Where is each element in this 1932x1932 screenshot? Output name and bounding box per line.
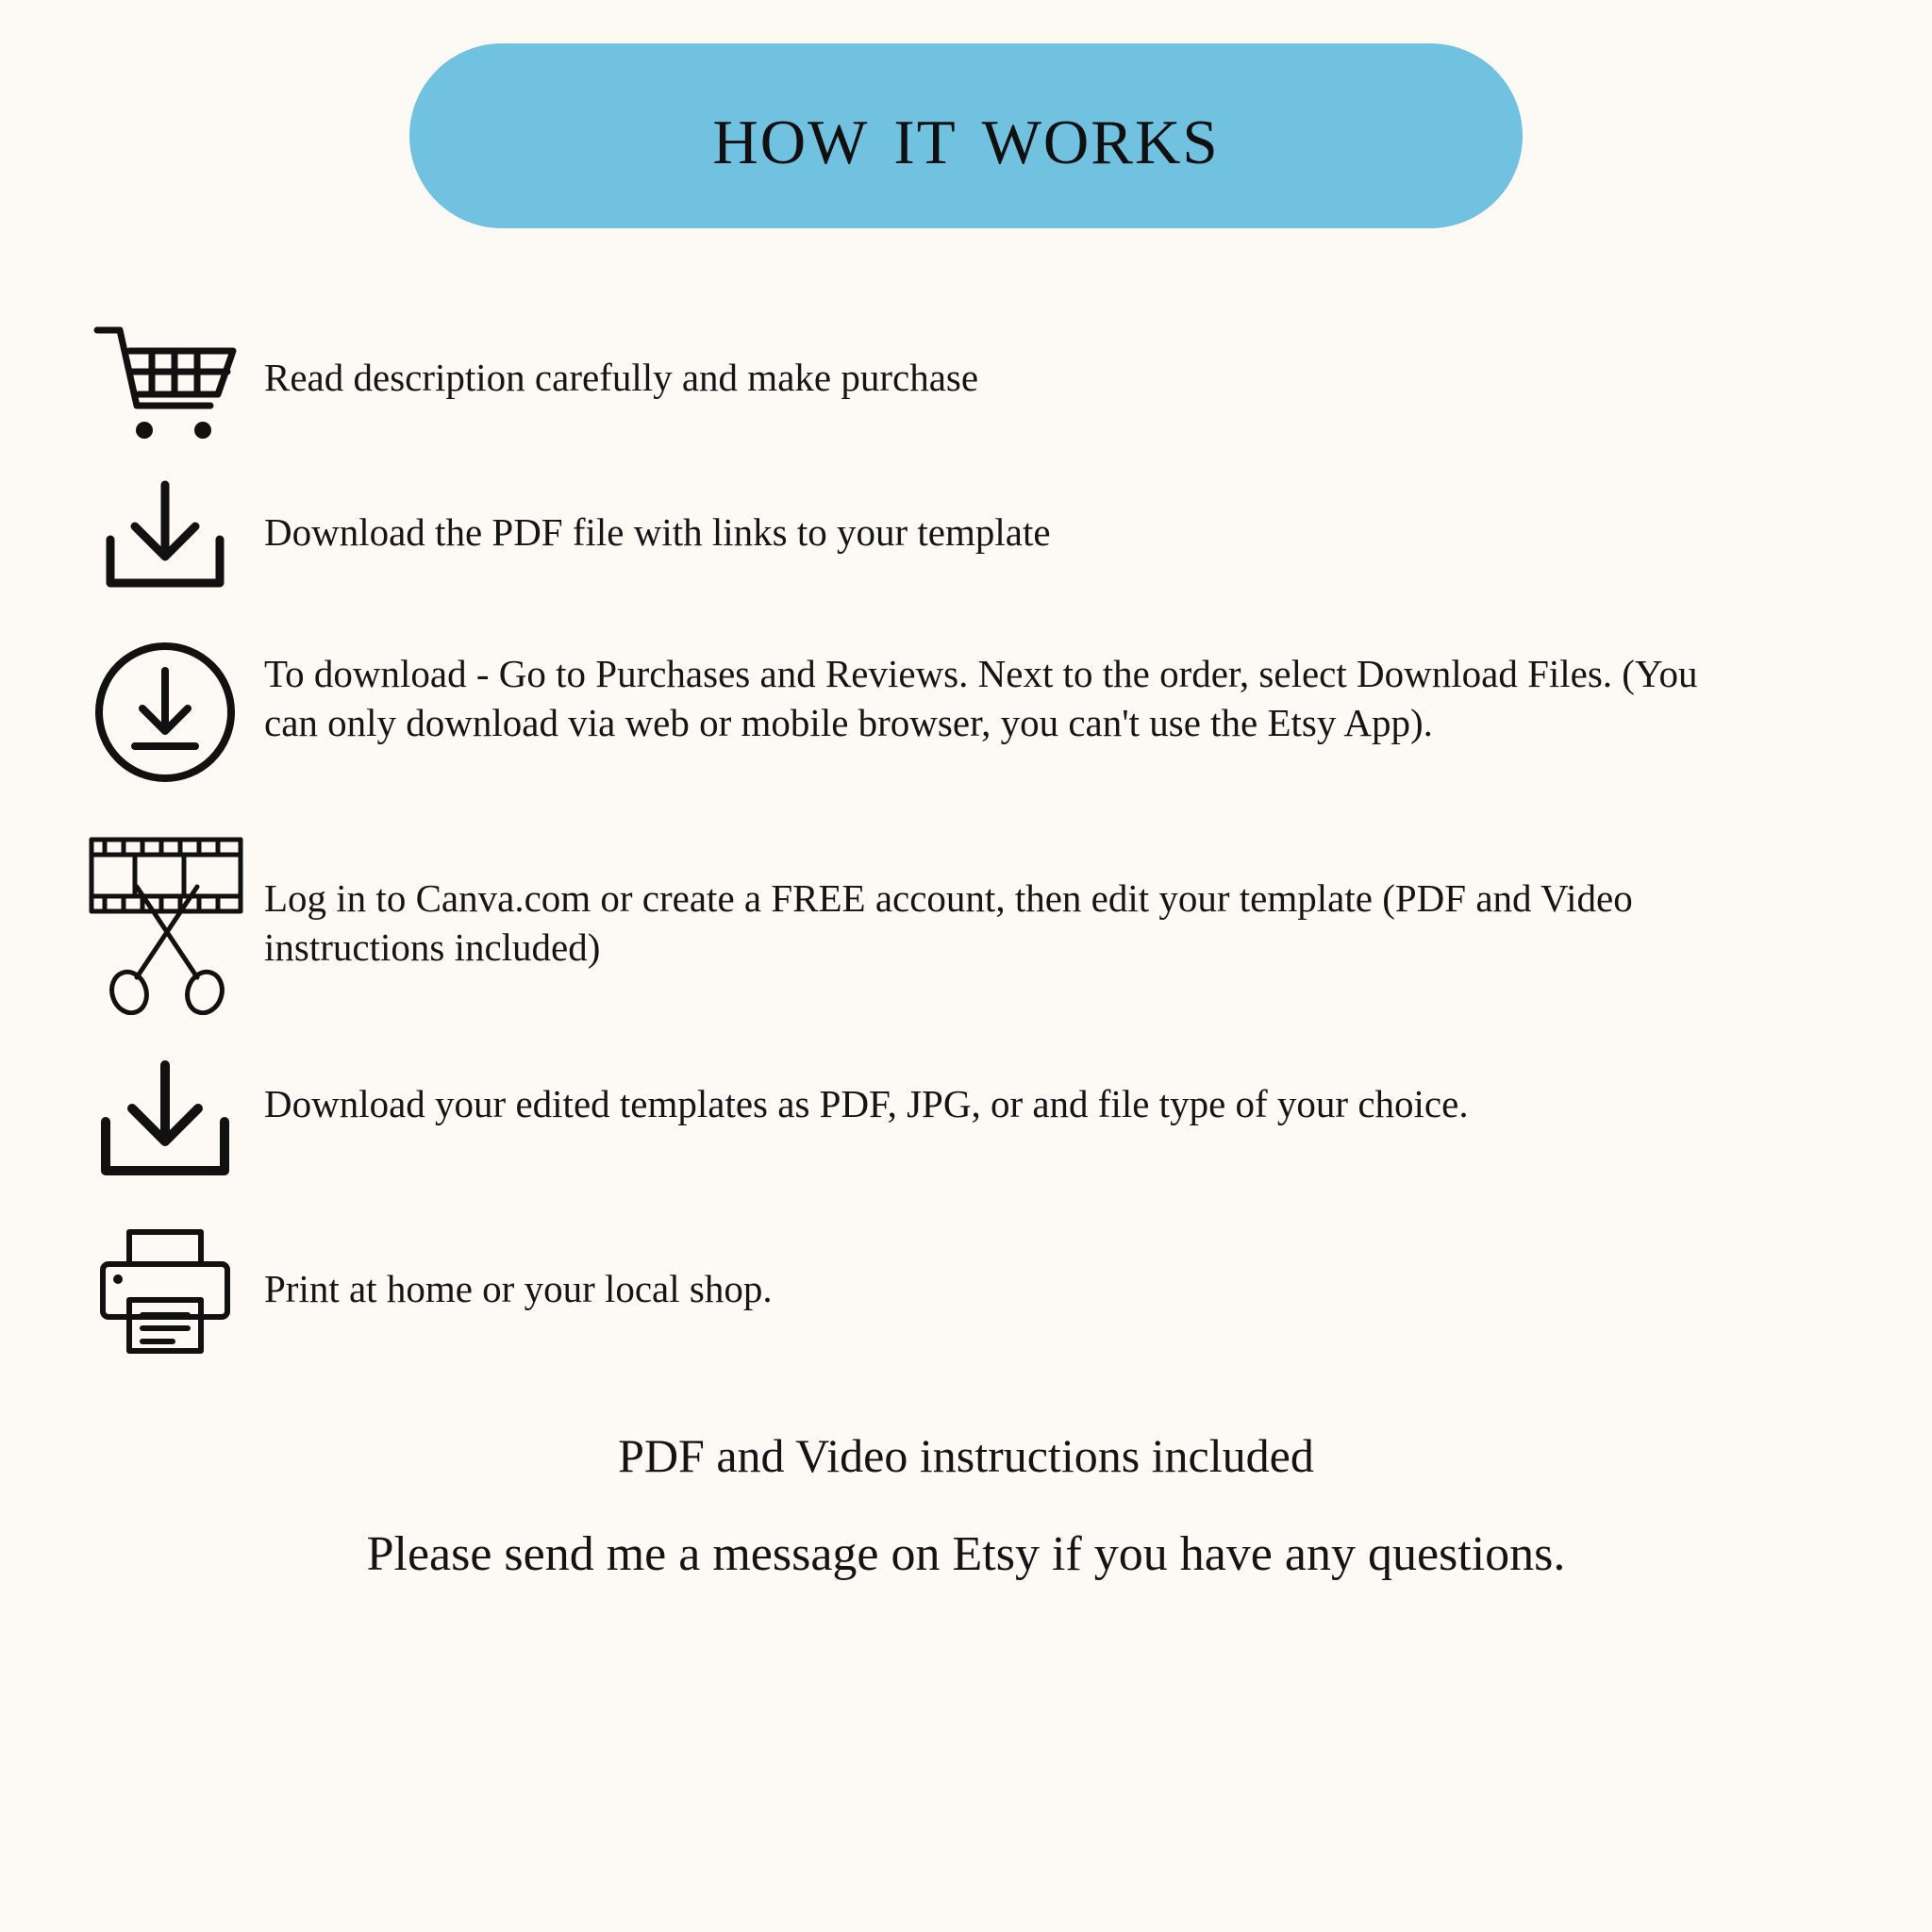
list-item xyxy=(66,477,1857,600)
download-tray-icon xyxy=(66,477,264,600)
list-item-label: Download your edited templates as PDF, JPG, or and file type of your choice. xyxy=(264,1082,1469,1125)
printer-icon xyxy=(66,1221,264,1362)
list-item xyxy=(66,632,1857,792)
footer-note-contact: Please send me a message on Etsy if you have any questions. xyxy=(366,1527,1566,1581)
footer-note-instructions: PDF and Video instructions included xyxy=(618,1429,1314,1482)
list-item xyxy=(66,826,1857,1015)
header xyxy=(0,0,1932,228)
page-title: how it works xyxy=(712,82,1220,183)
list-item-label: To download - Go to Purchases and Reviews. Next to the order, select Download Files. (You can only download via web or mobile browser, you can't use the Etsy App). xyxy=(264,652,1698,745)
list-item xyxy=(66,319,1857,451)
list-item xyxy=(66,1221,1857,1362)
shopping-cart-icon xyxy=(66,319,264,451)
list-item-label: Read description carefully and make purchase xyxy=(264,356,979,399)
download-tray-icon xyxy=(66,1053,264,1194)
list-item-label: Print at home or your local shop. xyxy=(264,1267,773,1310)
list-item xyxy=(66,1053,1857,1194)
footer xyxy=(0,1428,1932,1582)
title-pill xyxy=(409,43,1523,228)
steps-list xyxy=(0,319,1932,1362)
download-circle-icon xyxy=(66,632,264,792)
film-strip-scissors-icon xyxy=(66,826,264,1015)
list-item-label: Log in to Canva.com or create a FREE account, then edit your template (PDF and Video instructions included) xyxy=(264,876,1633,970)
list-item-label: Download the PDF file with links to your template xyxy=(264,510,1051,554)
